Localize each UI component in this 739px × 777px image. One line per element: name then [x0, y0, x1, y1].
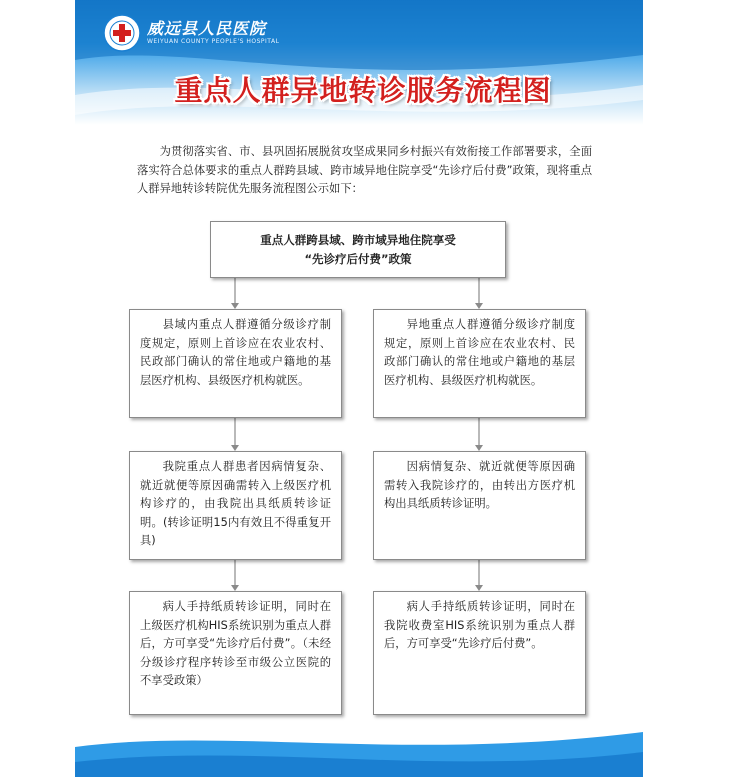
poster [75, 0, 643, 777]
left-step-1: 县域内重点人群遵循分级诊疗制度规定，原则上首诊应在农业农村、民政部门确认的常住地或户籍地的基层医疗机构、县级医疗机构就医。 [129, 309, 342, 418]
right-step-1: 异地重点人群遵循分级诊疗制度规定，原则上首诊应在农业农村、民政部门确认的常住地或户籍地的基层医疗机构、县级医疗机构就医。 [373, 309, 586, 418]
hospital-name: 威远县人民医院 [147, 19, 267, 38]
left-step-3: 病人手持纸质转诊证明，同时在上级医疗机构HIS系统识别为重点人群后，方可享受“先诊疗后付费”。（未经分级诊疗程序转诊至市级公立医院的不享受政策） [129, 591, 342, 715]
page-title: 重点人群异地转诊服务流程图 [174, 74, 552, 107]
right-step-2: 因病情复杂、就近就便等原因确需转入我院诊疗的，由转出方医疗机构出具纸质转诊证明。 [373, 451, 586, 560]
intro-paragraph: 为贯彻落实省、市、县巩固拓展脱贫攻坚成果同乡村振兴有效衔接工作部署要求，全面落实符合总体要求的重点人群跨县域、跨市域异地住院享受“先诊疗后付费”政策，现将重点人群异地转诊转院优先服务流程图公示如下： [137, 145, 592, 195]
right-step-3: 病人手持纸质转诊证明，同时在我院收费室HIS系统识别为重点人群后，方可享受“先诊疗后付费”。 [373, 591, 586, 715]
policy-box [210, 221, 506, 278]
policy-line-1: 重点人群跨县域、跨市域异地住院享受 [260, 233, 456, 247]
policy-line-2: “先诊疗后付费”政策 [304, 251, 412, 266]
left-step-2: 我院重点人群患者因病情复杂、就近就便等原因确需转入上级医疗机构诊疗的，由我院出具纸质转诊证明。(转诊证明15内有效且不得重复开具) [129, 451, 342, 560]
hospital-name-en: WEIYUAN COUNTY PEOPLE'S HOSPITAL [147, 38, 280, 45]
footer-wave-decoration [75, 707, 643, 777]
